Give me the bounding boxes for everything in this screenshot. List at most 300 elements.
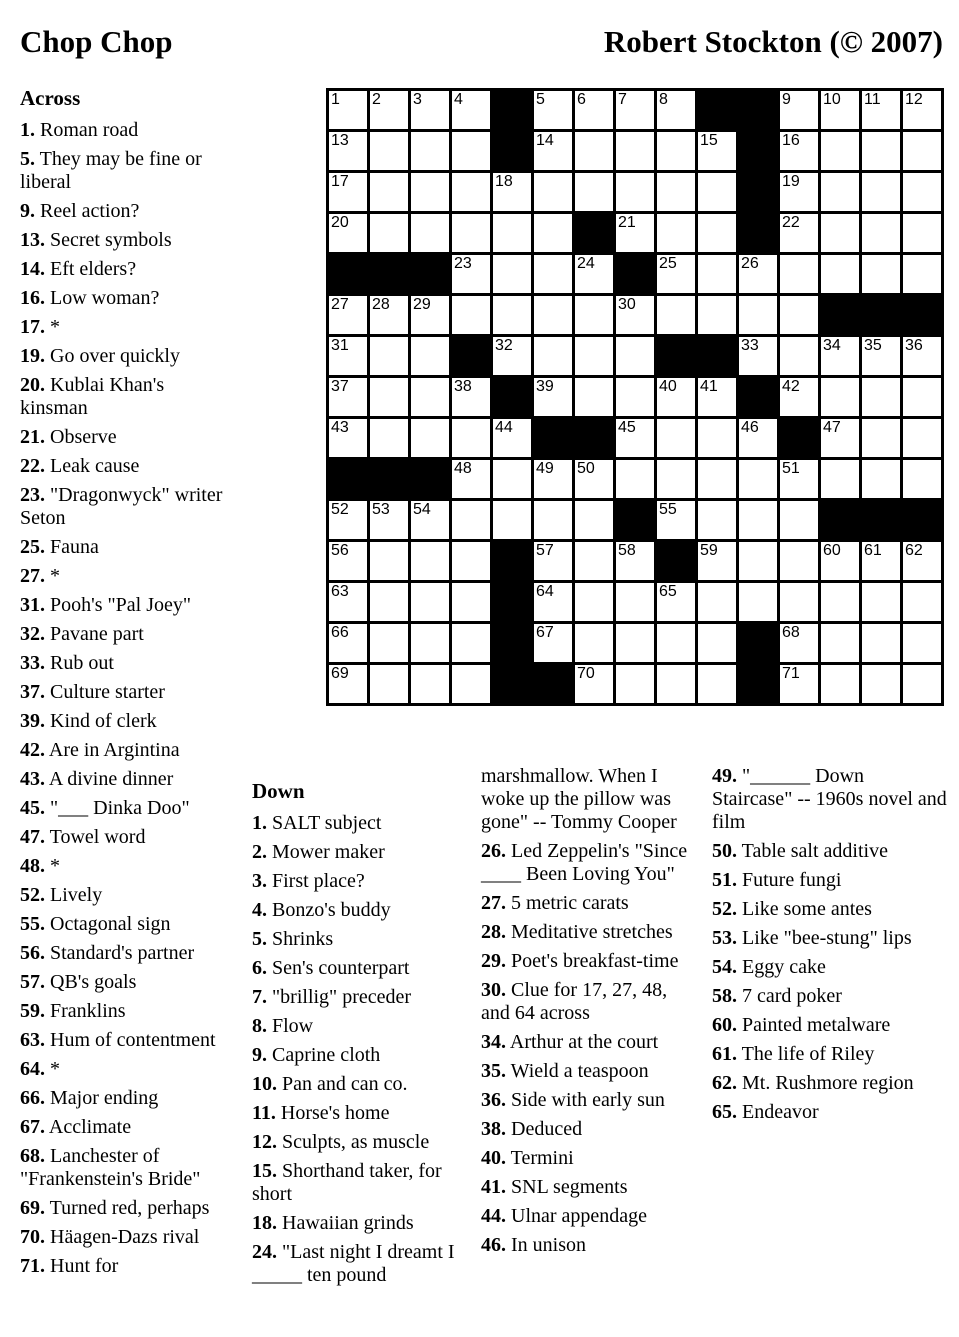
letter-cell[interactable]	[452, 583, 490, 621]
letter-cell[interactable]	[411, 378, 449, 416]
letter-cell[interactable]	[534, 296, 572, 334]
letter-cell[interactable]	[903, 542, 941, 580]
letter-cell[interactable]	[903, 132, 941, 170]
letter-cell[interactable]	[534, 91, 572, 129]
letter-cell[interactable]	[821, 132, 859, 170]
clue: 36. Side with early sun	[481, 1089, 665, 1111]
letter-cell[interactable]	[821, 583, 859, 621]
cell-number: 18	[495, 173, 513, 190]
clue: 11. Horse's home	[252, 1102, 390, 1124]
letter-cell[interactable]	[616, 542, 654, 580]
letter-cell[interactable]	[780, 583, 818, 621]
letter-cell[interactable]	[575, 337, 613, 375]
letter-cell[interactable]	[616, 583, 654, 621]
letter-cell[interactable]	[411, 214, 449, 252]
letter-cell[interactable]	[452, 460, 490, 498]
letter-cell[interactable]	[862, 173, 900, 211]
cell-number: 60	[823, 542, 841, 559]
clue: 56. Standard's partner	[20, 942, 195, 964]
letter-cell[interactable]	[739, 337, 777, 375]
clue-number: 52.	[20, 884, 45, 906]
cell-number: 40	[659, 378, 677, 395]
clue-number: 71.	[20, 1255, 45, 1277]
letter-cell[interactable]	[452, 501, 490, 539]
clue-number: 30.	[481, 979, 506, 1001]
letter-cell[interactable]	[862, 255, 900, 293]
cell-number: 5	[536, 91, 545, 108]
letter-cell[interactable]	[452, 378, 490, 416]
letter-cell[interactable]	[370, 583, 408, 621]
letter-cell[interactable]	[370, 542, 408, 580]
letter-cell[interactable]	[411, 337, 449, 375]
letter-cell[interactable]	[329, 542, 367, 580]
letter-cell[interactable]	[739, 501, 777, 539]
letter-cell[interactable]	[698, 501, 736, 539]
letter-cell[interactable]	[329, 132, 367, 170]
letter-cell[interactable]	[698, 378, 736, 416]
clue-number: 41.	[481, 1176, 506, 1198]
letter-cell[interactable]	[370, 214, 408, 252]
letter-cell[interactable]	[862, 583, 900, 621]
letter-cell[interactable]	[411, 665, 449, 703]
black-cell	[657, 337, 695, 375]
letter-cell[interactable]	[452, 542, 490, 580]
letter-cell[interactable]	[862, 665, 900, 703]
clue: 35. Wield a teaspoon	[481, 1060, 649, 1082]
clue: 27. 5 metric carats	[481, 892, 629, 914]
clue-number: 70.	[20, 1226, 45, 1248]
letter-cell[interactable]	[534, 255, 572, 293]
clue: 26. Led Zeppelin's "Since ____ Been Loving You"	[481, 840, 688, 885]
clue: 22. Leak cause	[20, 455, 140, 477]
letter-cell[interactable]	[780, 255, 818, 293]
letter-cell[interactable]	[780, 296, 818, 334]
letter-cell[interactable]	[493, 460, 531, 498]
letter-cell[interactable]	[903, 460, 941, 498]
letter-cell[interactable]	[903, 173, 941, 211]
letter-cell[interactable]	[616, 378, 654, 416]
letter-cell[interactable]	[821, 665, 859, 703]
clue-number: 53.	[712, 927, 737, 949]
clue: 31. Pooh's "Pal Joey"	[20, 594, 192, 616]
cell-number: 26	[741, 255, 759, 272]
letter-cell[interactable]	[903, 665, 941, 703]
down-clues-column-3	[712, 765, 948, 1130]
letter-cell[interactable]	[862, 419, 900, 457]
clue-number: 31.	[20, 594, 45, 616]
letter-cell[interactable]	[862, 214, 900, 252]
letter-cell[interactable]	[493, 337, 531, 375]
letter-cell[interactable]	[575, 91, 613, 129]
letter-cell[interactable]	[411, 583, 449, 621]
letter-cell[interactable]	[370, 378, 408, 416]
cell-number: 28	[372, 296, 390, 313]
cell-number: 15	[700, 132, 718, 149]
letter-cell[interactable]	[698, 132, 736, 170]
cell-number: 1	[331, 91, 340, 108]
letter-cell[interactable]	[329, 91, 367, 129]
letter-cell[interactable]	[821, 624, 859, 662]
letter-cell[interactable]	[329, 624, 367, 662]
letter-cell[interactable]	[821, 542, 859, 580]
letter-cell[interactable]	[370, 296, 408, 334]
clue-number: 50.	[712, 840, 737, 862]
letter-cell[interactable]	[657, 91, 695, 129]
cell-number: 63	[331, 583, 349, 600]
black-cell	[575, 419, 613, 457]
letter-cell[interactable]	[370, 501, 408, 539]
letter-cell[interactable]	[616, 173, 654, 211]
black-cell	[739, 378, 777, 416]
clue-number: 39.	[20, 710, 45, 732]
letter-cell[interactable]	[657, 378, 695, 416]
letter-cell[interactable]	[780, 460, 818, 498]
clue: 34. Arthur at the court	[481, 1031, 659, 1053]
letter-cell[interactable]	[329, 378, 367, 416]
letter-cell[interactable]	[534, 624, 572, 662]
letter-cell[interactable]	[411, 296, 449, 334]
clue-number: 55.	[20, 913, 45, 935]
letter-cell[interactable]	[616, 91, 654, 129]
letter-cell[interactable]	[493, 214, 531, 252]
clue-number: 13.	[20, 229, 45, 251]
letter-cell[interactable]	[329, 665, 367, 703]
clue: 44. Ulnar appendage	[481, 1205, 648, 1227]
cell-number: 30	[618, 296, 636, 313]
black-cell	[575, 214, 613, 252]
letter-cell[interactable]	[493, 173, 531, 211]
letter-cell[interactable]	[903, 419, 941, 457]
letter-cell[interactable]	[452, 296, 490, 334]
cell-number: 64	[536, 583, 554, 600]
letter-cell[interactable]	[329, 337, 367, 375]
letter-cell[interactable]	[575, 460, 613, 498]
letter-cell[interactable]	[657, 255, 695, 293]
clue-number: 23.	[20, 484, 45, 506]
down-heading: Down	[252, 779, 305, 803]
black-cell	[493, 583, 531, 621]
cell-number: 47	[823, 419, 841, 436]
letter-cell[interactable]	[862, 460, 900, 498]
cell-number: 33	[741, 337, 759, 354]
clue-number: 60.	[712, 1014, 737, 1036]
cell-number: 11	[864, 91, 881, 108]
letter-cell[interactable]	[698, 460, 736, 498]
letter-cell[interactable]	[739, 255, 777, 293]
clue: 69. Turned red, perhaps	[20, 1197, 210, 1219]
letter-cell[interactable]	[903, 255, 941, 293]
letter-cell[interactable]	[616, 132, 654, 170]
letter-cell[interactable]	[370, 419, 408, 457]
letter-cell[interactable]	[821, 378, 859, 416]
clue: marshmallow. When I woke up the pillow was gone" -- Tommy Cooper	[481, 765, 677, 833]
letter-cell[interactable]	[821, 419, 859, 457]
letter-cell[interactable]	[698, 583, 736, 621]
letter-cell[interactable]	[452, 624, 490, 662]
letter-cell[interactable]	[739, 296, 777, 334]
letter-cell[interactable]	[698, 173, 736, 211]
letter-cell[interactable]	[780, 501, 818, 539]
letter-cell[interactable]	[903, 624, 941, 662]
black-cell	[862, 296, 900, 334]
letter-cell[interactable]	[493, 501, 531, 539]
letter-cell[interactable]	[575, 542, 613, 580]
letter-cell[interactable]	[329, 583, 367, 621]
letter-cell[interactable]	[821, 214, 859, 252]
letter-cell[interactable]	[821, 255, 859, 293]
clue: 64. *	[20, 1058, 60, 1080]
letter-cell[interactable]	[329, 501, 367, 539]
clue-number: 3.	[252, 870, 267, 892]
letter-cell[interactable]	[780, 173, 818, 211]
letter-cell[interactable]	[780, 624, 818, 662]
cell-number: 23	[454, 255, 472, 272]
clue: 37. Culture starter	[20, 681, 165, 703]
letter-cell[interactable]	[616, 624, 654, 662]
letter-cell[interactable]	[534, 583, 572, 621]
clue: 60. Painted metalware	[712, 1014, 891, 1036]
clue-number: 11.	[252, 1102, 276, 1124]
clue: 14. Eft elders?	[20, 258, 137, 280]
letter-cell[interactable]	[657, 460, 695, 498]
letter-cell[interactable]	[411, 91, 449, 129]
letter-cell[interactable]	[780, 91, 818, 129]
letter-cell[interactable]	[534, 460, 572, 498]
letter-cell[interactable]	[452, 173, 490, 211]
letter-cell[interactable]	[903, 378, 941, 416]
letter-cell[interactable]	[370, 91, 408, 129]
clue: 2. Mower maker	[252, 841, 385, 863]
cell-number: 48	[454, 460, 472, 477]
letter-cell[interactable]	[452, 214, 490, 252]
letter-cell[interactable]	[575, 255, 613, 293]
letter-cell[interactable]	[534, 214, 572, 252]
down-list-1	[252, 812, 466, 1287]
letter-cell[interactable]	[534, 132, 572, 170]
clue: 68. Lanchester of "Frankenstein's Bride"	[20, 1145, 201, 1190]
black-cell	[739, 665, 777, 703]
letter-cell[interactable]	[821, 337, 859, 375]
cell-number: 17	[331, 173, 349, 190]
letter-cell[interactable]	[534, 378, 572, 416]
letter-cell[interactable]	[493, 296, 531, 334]
letter-cell[interactable]	[862, 624, 900, 662]
cell-number: 42	[782, 378, 800, 395]
letter-cell[interactable]	[452, 665, 490, 703]
black-cell	[821, 296, 859, 334]
letter-cell[interactable]	[698, 542, 736, 580]
clue: 10. Pan and can co.	[252, 1073, 408, 1095]
clue: 1. Roman road	[20, 119, 139, 141]
clue-number: 67.	[20, 1116, 45, 1138]
letter-cell[interactable]	[698, 296, 736, 334]
letter-cell[interactable]	[411, 173, 449, 211]
letter-cell[interactable]	[575, 132, 613, 170]
letter-cell[interactable]	[575, 624, 613, 662]
clue: 51. Future fungi	[712, 869, 842, 891]
letter-cell[interactable]	[657, 296, 695, 334]
clue: 53. Like "bee-stung" lips	[712, 927, 912, 949]
letter-cell[interactable]	[329, 214, 367, 252]
letter-cell[interactable]	[862, 378, 900, 416]
letter-cell[interactable]	[411, 542, 449, 580]
letter-cell[interactable]	[862, 91, 900, 129]
letter-cell[interactable]	[616, 337, 654, 375]
clue-number: 44.	[481, 1205, 506, 1227]
clue-number: 20.	[20, 374, 45, 396]
letter-cell[interactable]	[575, 378, 613, 416]
letter-cell[interactable]	[821, 460, 859, 498]
down-clues-column-2	[481, 765, 693, 1263]
puzzle-author: Robert Stockton (© 2007)	[603, 24, 943, 59]
clue: 8. Flow	[252, 1015, 314, 1037]
clue: 17. *	[20, 316, 60, 338]
black-cell	[411, 460, 449, 498]
clue: 16. Low woman?	[20, 287, 160, 309]
cell-number: 45	[618, 419, 636, 436]
letter-cell[interactable]	[370, 132, 408, 170]
letter-cell[interactable]	[780, 337, 818, 375]
letter-cell[interactable]	[575, 501, 613, 539]
letter-cell[interactable]	[411, 624, 449, 662]
letter-cell[interactable]	[616, 419, 654, 457]
letter-cell[interactable]	[534, 542, 572, 580]
cell-number: 37	[331, 378, 349, 395]
letter-cell[interactable]	[739, 583, 777, 621]
clue-number: 27.	[481, 892, 506, 914]
letter-cell[interactable]	[903, 214, 941, 252]
letter-cell[interactable]	[616, 296, 654, 334]
letter-cell[interactable]	[616, 665, 654, 703]
letter-cell[interactable]	[452, 91, 490, 129]
cell-number: 54	[413, 501, 431, 518]
letter-cell[interactable]	[657, 501, 695, 539]
clue: 48. *	[20, 855, 60, 877]
letter-cell[interactable]	[575, 665, 613, 703]
clue-number: 36.	[481, 1089, 506, 1111]
clue-number: 33.	[20, 652, 45, 674]
letter-cell[interactable]	[698, 214, 736, 252]
letter-cell[interactable]	[657, 419, 695, 457]
letter-cell[interactable]	[329, 296, 367, 334]
clue-number: 29.	[481, 950, 506, 972]
letter-cell[interactable]	[575, 296, 613, 334]
letter-cell[interactable]	[411, 501, 449, 539]
letter-cell[interactable]	[370, 337, 408, 375]
letter-cell[interactable]	[657, 214, 695, 252]
cell-number: 36	[905, 337, 923, 354]
down-list-3	[712, 765, 948, 1124]
letter-cell[interactable]	[903, 583, 941, 621]
clue-number: 38.	[481, 1118, 506, 1140]
letter-cell[interactable]	[862, 542, 900, 580]
clue-number: 61.	[712, 1043, 737, 1065]
black-cell	[493, 378, 531, 416]
letter-cell[interactable]	[411, 132, 449, 170]
letter-cell[interactable]	[903, 337, 941, 375]
letter-cell[interactable]	[657, 132, 695, 170]
clue: 71. Hunt for	[20, 1255, 119, 1277]
letter-cell[interactable]	[739, 419, 777, 457]
clue-number: 26.	[481, 840, 506, 862]
letter-cell[interactable]	[370, 173, 408, 211]
letter-cell[interactable]	[739, 460, 777, 498]
letter-cell[interactable]	[493, 255, 531, 293]
clue-number: 7.	[252, 986, 267, 1008]
clue: 21. Observe	[20, 426, 117, 448]
letter-cell[interactable]	[452, 419, 490, 457]
letter-cell[interactable]	[329, 419, 367, 457]
letter-cell[interactable]	[657, 665, 695, 703]
letter-cell[interactable]	[616, 460, 654, 498]
clue-number: 34.	[481, 1031, 506, 1053]
letter-cell[interactable]	[780, 378, 818, 416]
black-cell	[903, 501, 941, 539]
letter-cell[interactable]	[698, 419, 736, 457]
clue: 61. The life of Riley	[712, 1043, 875, 1065]
letter-cell[interactable]	[452, 255, 490, 293]
letter-cell[interactable]	[739, 542, 777, 580]
letter-cell[interactable]	[862, 132, 900, 170]
letter-cell[interactable]	[903, 91, 941, 129]
letter-cell[interactable]	[821, 173, 859, 211]
clue-number: 59.	[20, 1000, 45, 1022]
letter-cell[interactable]	[780, 665, 818, 703]
letter-cell[interactable]	[780, 132, 818, 170]
cell-number: 38	[454, 378, 472, 395]
letter-cell[interactable]	[411, 419, 449, 457]
clue: 67. Acclimate	[20, 1116, 132, 1138]
clue-number: 18.	[252, 1212, 277, 1234]
clue: 42. Are in Argintina	[20, 739, 180, 761]
clue-number: 47.	[20, 826, 45, 848]
letter-cell[interactable]	[534, 173, 572, 211]
letter-cell[interactable]	[493, 419, 531, 457]
letter-cell[interactable]	[657, 583, 695, 621]
letter-cell[interactable]	[862, 337, 900, 375]
cell-number: 16	[782, 132, 800, 149]
letter-cell[interactable]	[329, 173, 367, 211]
letter-cell[interactable]	[370, 624, 408, 662]
letter-cell[interactable]	[575, 583, 613, 621]
letter-cell[interactable]	[370, 665, 408, 703]
clue: 19. Go over quickly	[20, 345, 180, 367]
letter-cell[interactable]	[534, 501, 572, 539]
letter-cell[interactable]	[534, 337, 572, 375]
clue: 38. Deduced	[481, 1118, 583, 1140]
letter-cell[interactable]	[698, 665, 736, 703]
cell-number: 2	[372, 91, 381, 108]
letter-cell[interactable]	[452, 132, 490, 170]
letter-cell[interactable]	[821, 91, 859, 129]
letter-cell[interactable]	[616, 214, 654, 252]
clue-number: 68.	[20, 1145, 45, 1167]
letter-cell[interactable]	[698, 255, 736, 293]
black-cell	[534, 665, 572, 703]
cell-number: 19	[782, 173, 800, 190]
cell-number: 24	[577, 255, 595, 272]
down-list-2	[481, 765, 693, 1257]
clue: 3. First place?	[252, 870, 365, 892]
clue: 28. Meditative stretches	[481, 921, 673, 943]
letter-cell[interactable]	[698, 624, 736, 662]
letter-cell[interactable]	[780, 214, 818, 252]
letter-cell[interactable]	[780, 542, 818, 580]
letter-cell[interactable]	[657, 173, 695, 211]
letter-cell[interactable]	[657, 624, 695, 662]
clue: 66. Major ending	[20, 1087, 159, 1109]
letter-cell[interactable]	[575, 173, 613, 211]
